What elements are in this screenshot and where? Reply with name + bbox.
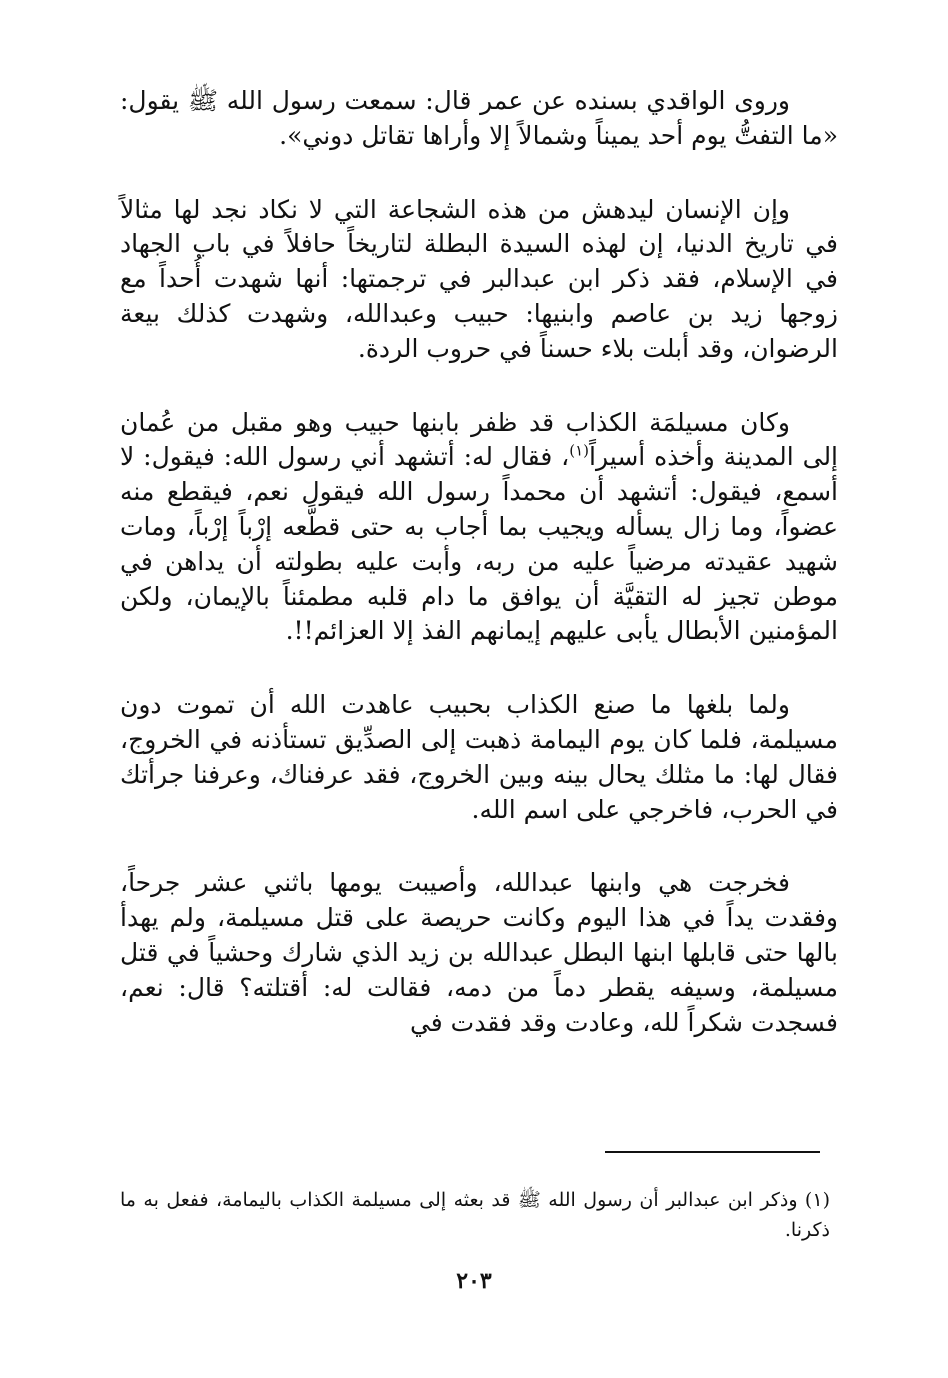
paragraph-2: وإن الإنسان ليدهش من هذه الشجاعة التي لا نكاد نجد لها مثالاً في تاريخ الدنيا، إن لهذه السيدة البطلة لتاريخاً حافلاً في باب الجهاد في الإسلام، فقد ذكر ابن عبدالبر في ترجمتها: أنها شهدت أُحداً مع زوجها زيد بن عاصم وابنيها: حبيب وعبدالله، وشهدت كذلك بيعة الرضوان، وقد أبلت بلاء حسناً في حروب الردة. xyxy=(120,194,838,363)
paragraph-4: ولما بلغها ما صنع الكذاب بحبيب عاهدت الله أن تموت دون مسيلمة، فلما كان يوم اليمامة ذهبت إلى الصدِّيق تستأذنه في الخروج، فقال لها: ما مثلك يحال بينه وبين الخروج، فقد عرفناك، وعرفنا جرأتك في الحرب، فاخرجي على اسم الله. xyxy=(120,690,838,824)
main-text xyxy=(120,84,838,1079)
paragraph-3 xyxy=(120,406,838,650)
footnote: (١) وذكر ابن عبدالبر أن رسول الله ﷺ قد بعثه إلى مسيلمة الكذاب باليمامة، ففعل به ما ذكرنا. xyxy=(120,1189,830,1241)
paragraph-3-text-before-note: وكان مسيلمَة الكذاب قد ظفر بابنها حبيب وهو مقبل من عُمان إلى المدينة وأخذه أسيراً xyxy=(120,407,839,472)
footnote-reference: (١) xyxy=(569,442,590,461)
footnote-divider xyxy=(605,1151,820,1153)
paragraph-5: فخرجت هي وابنها عبدالله، وأصيبت يومها باثني عشر جرحاً، وفقدت يداً في هذا اليوم وكانت حريصة على قتل مسيلمة، ولم يهدأ بالها حتى قابلها ابنها البطل عبدالله بن زيد الذي شارك وحشياً في قتل مسيلمة، وسيفه يقطر دماً من دمه، فقالت له: أقتلته؟ قال: نعم، فسجدت شكراً لله، وعادت وقد فقدت في xyxy=(120,868,838,1037)
paragraph-3-text-after-note: ، فقال له: أتشهد أني رسول الله: فيقول: لا أسمع، فيقول: أتشهد أن محمداً رسول الله فيقول نعم، فيقطع منه عضواً، وما زال يسأله ويجيب بما أجاب به حتى قطَّعه إرْباً إرْباً، ومات شهيد عقيدته مرضياً عليه من ربه، وأبت عليه بطولته أن يداهن في موطن تجيز له التقيَّة أن يوافق ما دام قلبه مطمئناً بالإيمان، ولكن المؤمنين الأبطال يأبى عليهم إيمانهم الفذ إلا العزائم!!. xyxy=(120,442,838,646)
paragraph-1: وروى الواقدي بسنده عن عمر قال: سمعت رسول الله ﷺ يقول: «ما التفتُّ يوم أحد يميناً وشمالاً إلا وأراها تقاتل دوني». xyxy=(120,86,838,150)
page-number: ٢٠٣ xyxy=(456,1268,492,1294)
